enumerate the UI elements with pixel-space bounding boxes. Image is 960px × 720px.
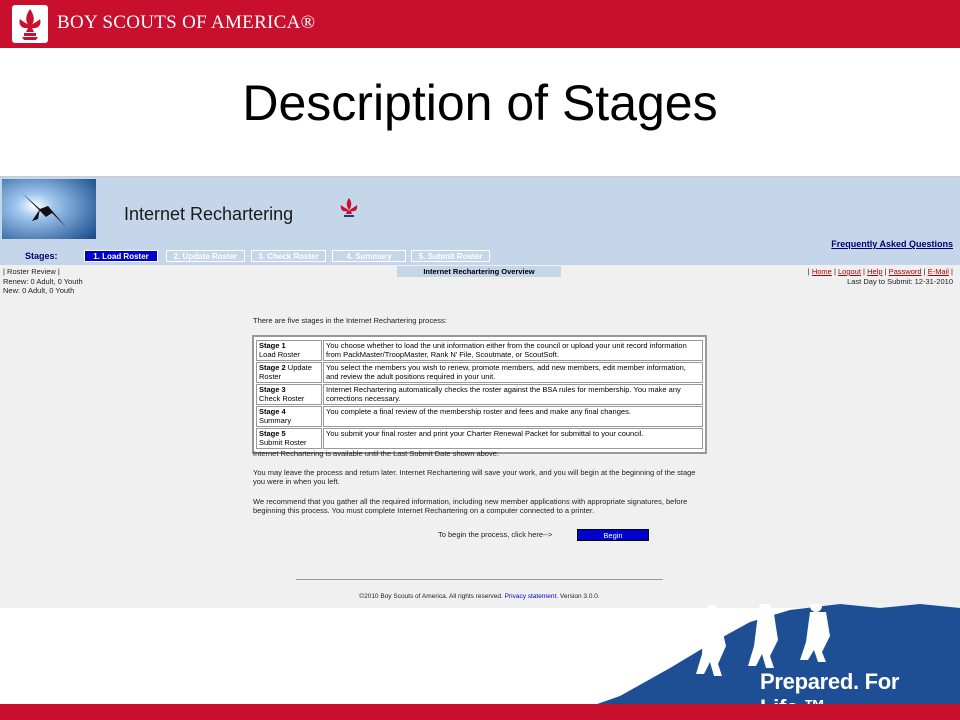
stage-name: Stage 4 [259,407,286,416]
renew-count: Renew: 0 Adult, 0 Youth [3,276,83,286]
availability-text: Internet Rechartering is available until the Last Submit Date shown above. [253,449,499,458]
last-day-to-submit: Last Day to Submit: 12-31-2010 [847,276,953,286]
app-header [0,177,960,249]
stage-sub: Check Roster [259,393,305,403]
nav-links: | Home | Logout | Help | Password | E-Mail | Last Day to Submit: 12-31-2010 [807,267,953,286]
stage-desc: Internet Rechartering automatically checks the roster against the BSA rules for membership. You make any corrections necessary. [323,384,703,405]
stage-desc: You choose whether to load the unit information either from the council or upload your unit record information from PackMaster/TroopMaster, Rank N' File, Scoutmate, or ScoutSoft. [323,340,703,361]
app-title: Internet Rechartering [124,204,294,224]
brand-name: BOY SCOUTS OF AMERICA® [57,12,316,33]
leave-process-text: You may leave the process and return later. Internet Rechartering will save your work, and you will begin at the beginning of the stage you were in when you left. [253,468,696,486]
stages-label: Stages: [25,251,58,261]
stage-name: Stage 2 [259,363,286,372]
privacy-link[interactable]: Privacy statement [504,593,557,600]
stage-sub: Submit Roster [259,437,307,447]
home-link[interactable]: Home [811,267,832,276]
stage-name: Stage 3 [259,385,286,394]
table-row [256,428,703,449]
stage-sub: Summary [259,415,292,425]
footer [296,593,663,600]
stage-desc: You submit your final roster and print your Charter Renewal Packet for submittal to your council. [323,428,703,449]
stage-desc: You complete a final review of the membership roster and fees and make any final changes. [323,406,703,427]
roster-counts [3,267,83,296]
stage-tab-summary[interactable]: 4. Summary [332,250,406,262]
stage-sub: Load Roster [259,349,300,359]
bsa-fleur-de-lis-logo-icon [12,5,48,43]
overview-tab: Internet Rechartering Overview [397,266,561,277]
stage-tab-submit-roster[interactable]: 5. Submit Roster [411,250,490,262]
table-row [256,340,703,361]
password-link[interactable]: Password [888,267,922,276]
begin-prompt: To begin the process, click here--> [438,530,553,539]
logout-link[interactable]: Logout [837,267,861,276]
tagline: Prepared. For [760,669,900,694]
fleur-de-lis-icon [337,196,361,220]
copyright-text: ©2010 Boy Scouts of America. All rights reserved. [359,593,503,600]
eagle-sky-image-icon [2,179,96,239]
stage-sub: Update Roster [259,363,312,381]
help-link[interactable]: Help [867,267,883,276]
begin-button[interactable]: Begin [577,529,649,541]
table-row [256,362,703,383]
bottom-bar [0,704,960,720]
table-row [256,384,703,405]
stage-tab-update-roster[interactable]: 2. Update Roster [166,250,245,262]
stage-tab-load-roster[interactable]: 1. Load Roster [84,250,158,262]
table-row [256,406,703,427]
stage-name: Stage 5 [259,429,286,438]
version-text: . Version 3.0.0. [556,593,600,600]
new-count: New: 0 Adult, 0 Youth [3,286,75,295]
footer-divider [296,579,663,580]
intro-text: There are five stages in the Internet Rechartering process: [253,316,447,325]
email-link[interactable]: E-Mail [927,267,949,276]
brand-bar [0,0,960,48]
stage-name: Stage 1 [259,341,286,350]
recommend-text: We recommend that you gather all the required information, including new member applications with appropriate signatures, before beginning this process. You must complete Internet Rechartering on a computer connected to a printer. [253,497,688,515]
roster-review-link[interactable]: | Roster Review | [3,267,60,276]
stage-bar [0,249,960,265]
stage-description-table [252,335,707,454]
stage-tab-check-roster[interactable]: 3. Check Roster [251,250,326,262]
faq-link[interactable]: Frequently Asked Questions [831,239,953,249]
stage-desc: You select the members you wish to renew, promote members, add new members, edit member information, and review the adult positions required in your unit. [323,362,703,383]
app-screenshot [0,176,960,608]
slide-title: Description of Stages [242,75,718,131]
